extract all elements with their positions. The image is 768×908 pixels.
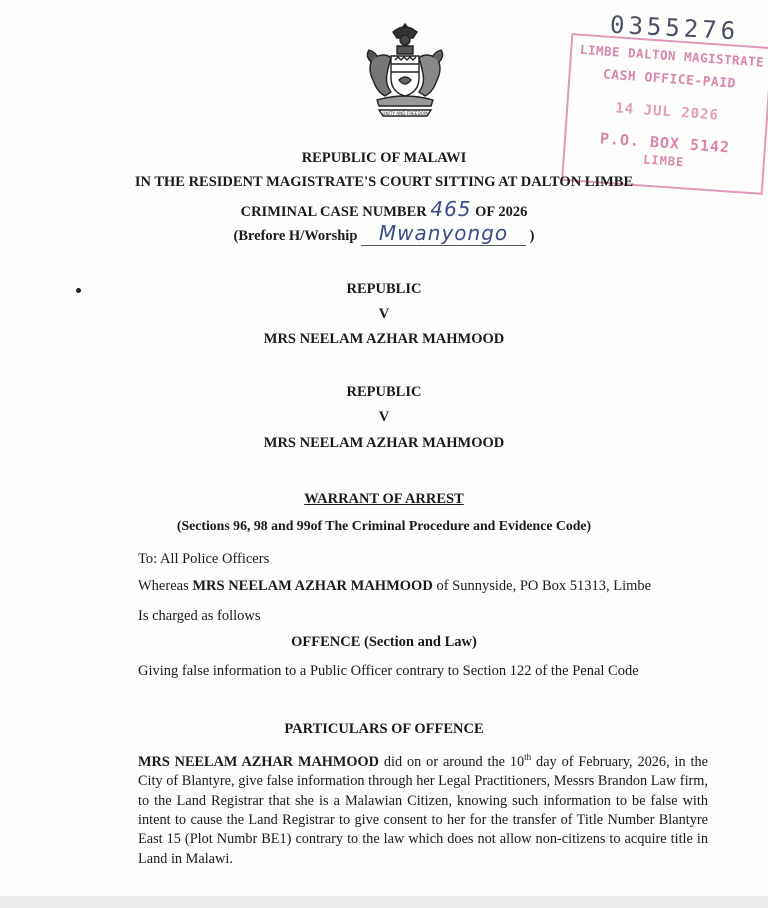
whereas-line [138,578,651,595]
warrant-sections: (Sections 96, 98 and 99of The Criminal Procedure and Evidence Code) [176,518,592,533]
defendant-1: MRS NEELAM AZHAR MAHMOOD [263,331,505,347]
stamp-town: LIMBE [642,152,685,170]
magistrate-line [0,221,768,246]
stamp-po-box: P.O. BOX 5142 [599,129,731,157]
offence-text: Giving false information to a Public Officer contrary to Section 122 of the Penal Code [138,663,639,679]
stamp-court-name: LIMBE DALTON MAGISTRATE [579,41,765,70]
particulars-paragraph [138,748,708,869]
before-prefix: (Brefore H/Worship [233,228,358,244]
particulars-text-a: did on or around the 10 [378,753,525,770]
stamp-date: 14 JUL 2026 [614,100,720,124]
warrant-title: WARRANT OF ARREST [304,491,464,507]
particulars-text-b: day of February, 2026, in the City of Blantyre, give false information through her Legal Practitioners, Messrs Brandon Law firm, to the Land Registrar that she is a Malawian Citizen, knowing such information to be false with intent to cause the Land Registrar to give consent to her for the transfer of Title Number Blantyre East 15 (Plot Numbr BE1) contrary to the law which does not allow non-citizens to acquire title in Land in Malawi. [138,753,708,867]
republic-heading: REPUBLIC OF MALAWI [301,150,467,166]
defendant-2: MRS NEELAM AZHAR MAHMOOD [263,435,505,451]
court-heading: IN THE RESIDENT MAGISTRATE'S COURT SITTING AT DALTON LIMBE [134,174,634,190]
magistrate-name-handwritten: Mwanyongo [378,221,509,245]
court-paid-stamp [561,33,768,195]
versus-2: V [378,409,390,425]
stamp-office: CASH OFFICE-PAID [602,67,737,92]
page-bottom-edge [0,896,768,908]
before-suffix: ) [529,228,535,244]
particulars-accused-name: MRS NEELAM AZHAR MAHMOOD [138,753,379,770]
charged-line: Is charged as follows [138,608,261,624]
particulars-ordinal: th [524,752,532,762]
plaintiff-2: REPUBLIC [346,384,422,400]
plaintiff-1: REPUBLIC [346,281,422,297]
offence-heading: OFFENCE (Section and Law) [291,634,477,650]
case-number-suffix: OF 2026 [475,204,528,220]
accused-name: MRS NEELAM AZHAR MAHMOOD [192,578,433,594]
case-number-handwritten: 465 [430,197,472,221]
case-number-prefix: CRIMINAL CASE NUMBER [240,204,427,220]
crest-motto: UNITY AND FREEDOM [382,111,428,116]
warrant-addressee: To: All Police Officers [138,551,270,567]
stamp-serial-number: 0355276 [609,10,740,46]
case-number-line [0,197,768,221]
particulars-heading: PARTICULARS OF OFFENCE [284,721,484,737]
versus-1: V [378,306,390,322]
whereas-prefix: Whereas [138,578,189,594]
accused-address: of Sunnyside, PO Box 51313, Limbe [436,578,652,594]
coat-of-arms-emblem [357,18,453,122]
